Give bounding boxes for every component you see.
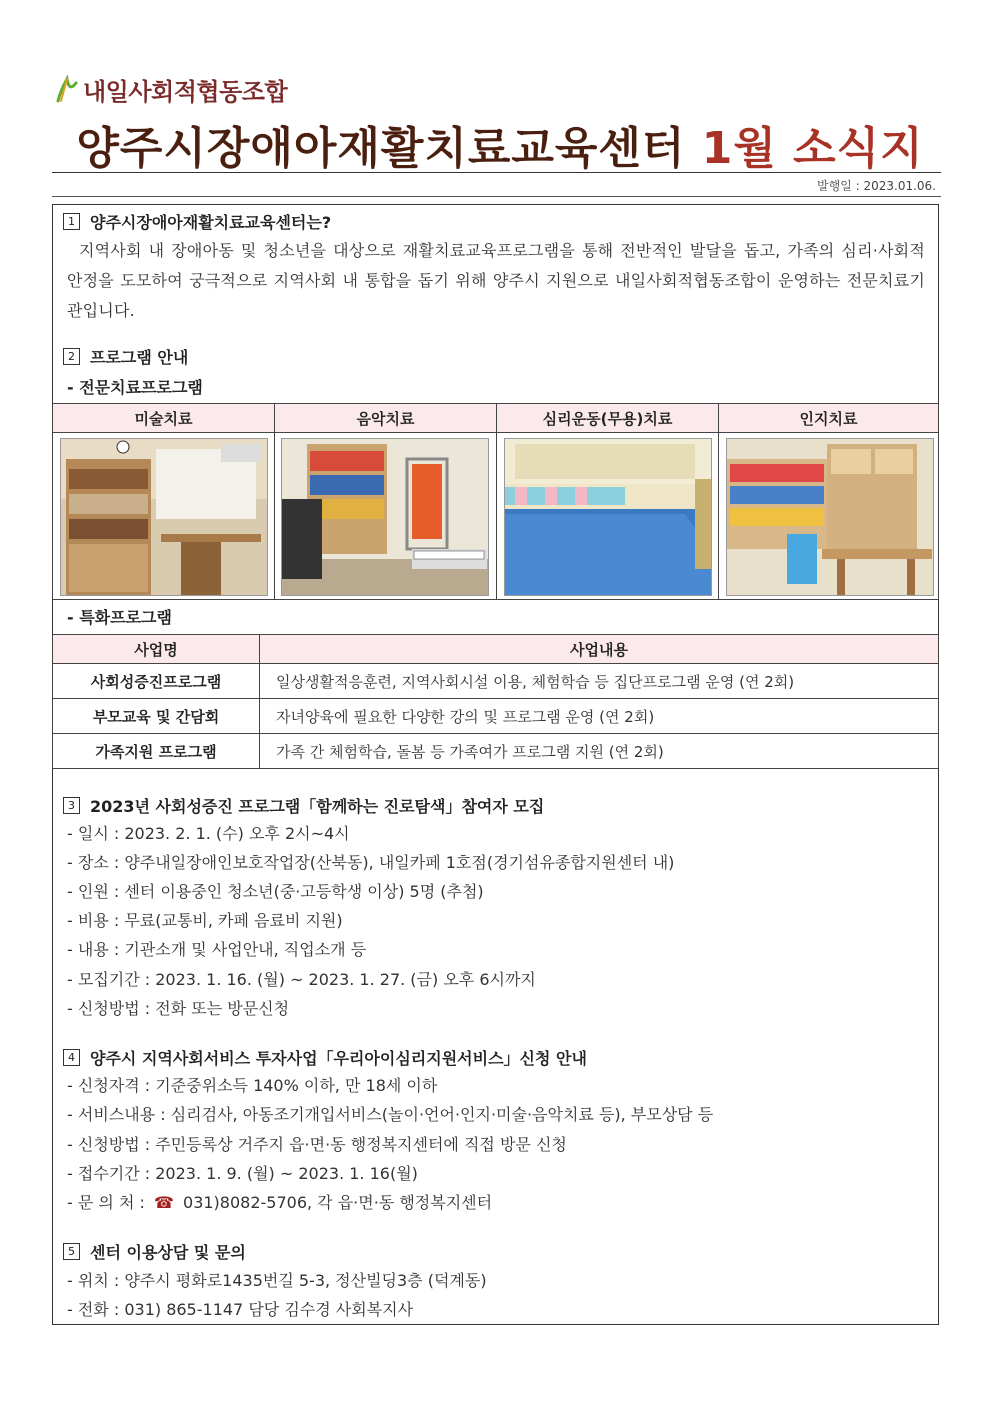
leaf-logo-icon [55,75,79,103]
program-name: 사회성증진프로그램 [53,664,260,699]
org-name: 내일사회적협동조합 [83,77,288,106]
title-month: 1월 소식지 [701,123,924,174]
page-title [60,112,940,176]
program-content: 가족 간 체험학습, 돌봄 등 가족여가 프로그램 지원 (연 2회) [260,734,939,769]
section3-line: - 비용 : 무료(교통비, 카페 음료비 지원) [67,911,343,930]
table-row [53,699,939,734]
section5-line: - 전화 : 031) 865-1147 담당 김수경 사회복지사 [67,1300,414,1319]
section4-heading [63,1046,587,1069]
section4-contact-line [67,1190,492,1213]
program-content: 자녀양육에 필요한 다양한 강의 및 프로그램 운영 (연 2회) [260,699,939,734]
section3-line: - 일시 : 2023. 2. 1. (수) 오후 2시~4시 [67,824,350,843]
section5-number: 5 [63,1243,80,1260]
program-content: 일상생활적응훈련, 지역사회시설 이용, 체험학습 등 집단프로그램 운영 (연 2회) [260,664,939,699]
org-header [55,72,287,106]
program-name: 가족지원 프로그램 [53,734,260,769]
section3-line: - 모집기간 : 2023. 1. 16. (월) ~ 2023. 1. 27. (금) 오후 6시까지 [67,970,536,989]
section2-number: 2 [63,348,80,365]
issue-rule [52,196,941,197]
cognitive-room-photo [726,438,934,596]
section2-heading [63,345,188,368]
therapy-header-cognitive: 인지치료 [719,404,939,433]
contact-prefix: - 문 의 처 : [67,1193,145,1212]
section3-title: 2023년 사회성증진 프로그램「함께하는 진로탐색」참여자 모집 [90,797,545,816]
section1-number: 1 [63,213,80,230]
issue-date: 발행일 : 2023.01.06. [817,179,936,193]
therapy-header-art: 미술치료 [53,404,275,433]
content-frame [52,204,939,1325]
title-center-name: 양주시장애아재활치료교육센터 [76,123,686,174]
art-room-photo [60,438,268,596]
section3-heading [63,794,544,817]
section1-body: 지역사회 내 장애아동 및 청소년을 대상으로 재활치료교육프로그램을 통해 전반적인 발달을 돕고, 가족의 심리·사회적 안정을 도모하여 궁극적으로 지역사회 내 통합을 돕기 위해 양주시 지원으로 내일사회적협동조합이 운영하는 전문치료기관입니다. [67,241,925,320]
special-subheading: - 특화프로그램 [67,608,172,627]
therapy-header-music: 음악치료 [275,404,497,433]
section4-title: 양주시 지역사회서비스 투자사업「우리아이심리지원서비스」신청 안내 [90,1049,587,1068]
music-room-photo [281,438,489,596]
phone-icon: ☎ [153,1193,174,1212]
movement-room-photo [504,438,712,596]
section3-line: - 신청방법 : 전화 또는 방문신청 [67,999,290,1018]
section3-line: - 내용 : 기관소개 및 사업안내, 직업소개 등 [67,940,367,959]
section5-heading [63,1240,246,1263]
section4-number: 4 [63,1049,80,1066]
section5-line: - 위치 : 양주시 평화로1435번길 5-3, 정산빌딩3층 (덕계동) [67,1271,487,1290]
section1-heading [63,210,331,233]
section4-line: - 신청방법 : 주민등록상 거주지 읍·면·동 행정복지센터에 직접 방문 신청 [67,1135,567,1154]
special-program-table [52,634,939,769]
section4-line: - 서비스내용 : 심리검사, 아동조기개입서비스(놀이·언어·인지·미술·음악치료 등), 부모상담 등 [67,1105,714,1124]
table-row [53,664,939,699]
section3-line: - 인원 : 센터 이용중인 청소년(중·고등학생 이상) 5명 (추첨) [67,882,484,901]
program-name: 부모교육 및 간담회 [53,699,260,734]
therapy-header-movement: 심리운동(무용)치료 [497,404,719,433]
section1-title: 양주시장애아재활치료교육센터는? [90,213,332,232]
section5-title: 센터 이용상담 및 문의 [90,1243,246,1262]
title-rule [52,172,941,173]
section2-title: 프로그램 안내 [90,348,189,367]
section4-line: - 접수기간 : 2023. 1. 9. (월) ~ 2023. 1. 16(월) [67,1164,418,1183]
section4-line: - 신청자격 : 기준중위소득 140% 이하, 만 18세 이하 [67,1076,438,1095]
special-header-name: 사업명 [53,635,260,664]
section3-number: 3 [63,797,80,814]
contact-text: 031)8082-5706, 각 읍·면·동 행정복지센터 [183,1193,493,1212]
therapy-subheading: - 전문치료프로그램 [67,378,203,397]
table-row [53,734,939,769]
section3-line: - 장소 : 양주내일장애인보호작업장(산북동), 내일카페 1호점(경기섬유종합지원센터 내) [67,853,675,872]
special-header-content: 사업내용 [260,635,939,664]
